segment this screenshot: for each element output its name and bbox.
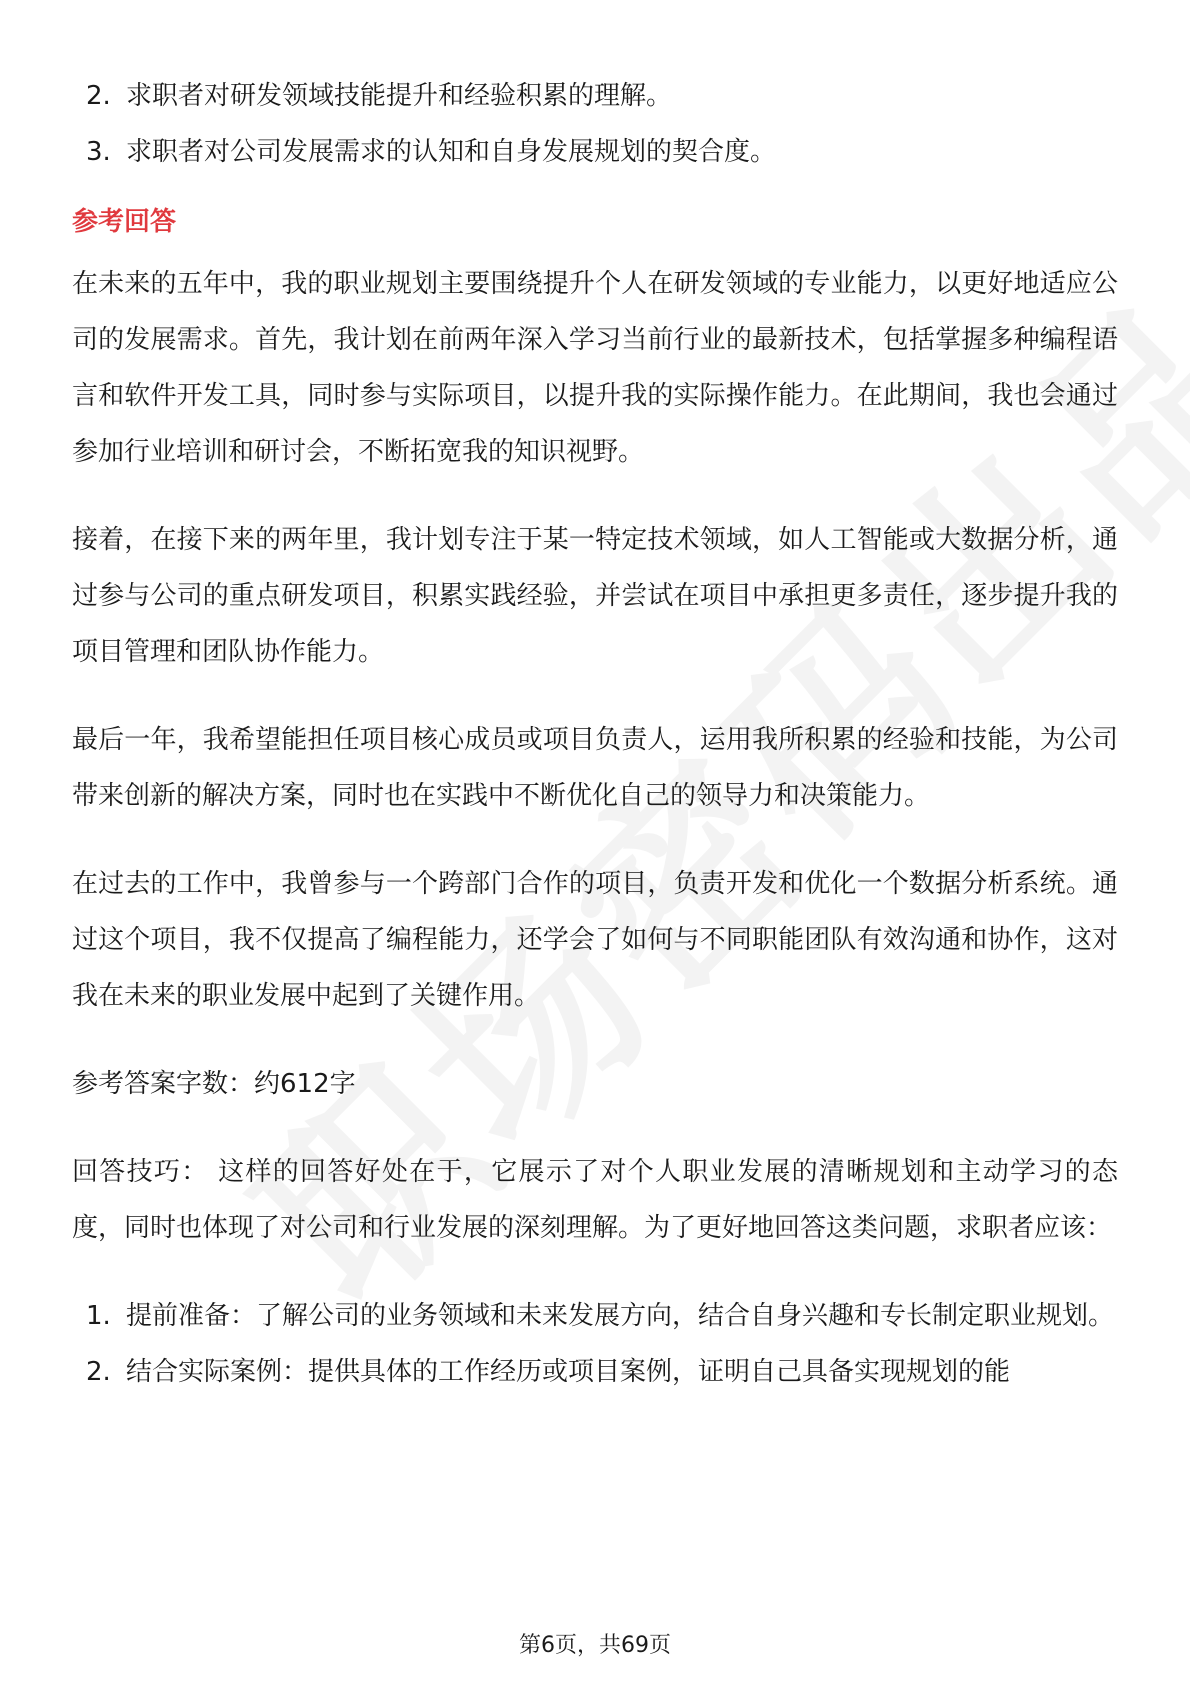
- list-item-text: 求职者对公司发展需求的认知和自身发展规划的契合度。: [126, 137, 777, 167]
- list-item: [72, 1288, 1118, 1344]
- section-title: 参考回答: [72, 207, 177, 237]
- list-item: [72, 124, 1118, 180]
- answer-paragraph: 最后一年，我希望能担任项目核心成员或项目负责人，运用我所积累的经验和技能，为公司带来创新的解决方案，同时也在实践中不断优化自己的领导力和决策能力。: [72, 725, 1118, 811]
- list-item-number: 2.: [86, 81, 111, 111]
- tips-list: [72, 1288, 1118, 1400]
- word-count: 参考答案字数：约612字: [72, 1069, 356, 1099]
- list-item-number: 3.: [86, 137, 111, 167]
- tips-intro: 回答技巧： 这样的回答好处在于，它展示了对个人职业发展的清晰规划和主动学习的态度，同时也体现了对公司和行业发展的深刻理解。为了更好地回答这类问题，求职者应该：: [72, 1157, 1118, 1243]
- answer-paragraph: 在过去的工作中，我曾参与一个跨部门合作的项目，负责开发和优化一个数据分析系统。通过这个项目，我不仅提高了编程能力，还学会了如何与不同职能团队有效沟通和协作，这对我在未来的职业发展中起到了关键作用。: [72, 869, 1118, 1011]
- list-item-text: 结合实际案例：提供具体的工作经历或项目案例，证明自己具备实现规划的能: [126, 1357, 1011, 1387]
- list-item-number: 1.: [86, 1301, 111, 1331]
- list-item: [72, 68, 1118, 124]
- list-item-number: 2.: [86, 1357, 111, 1387]
- page-content: [72, 68, 1118, 1400]
- list-item-text: 提前准备：了解公司的业务领域和未来发展方向，结合自身兴趣和专长制定职业规划。: [126, 1301, 1115, 1331]
- list-item-text: 求职者对研发领域技能提升和经验积累的理解。: [126, 81, 673, 111]
- answer-paragraph: 接着，在接下来的两年里，我计划专注于某一特定技术领域，如人工智能或大数据分析，通过参与公司的重点研发项目，积累实践经验，并尝试在项目中承担更多责任，逐步提升我的项目管理和团队协作能力。: [72, 525, 1118, 667]
- question-points-list: [72, 68, 1118, 180]
- answer-paragraph: 在未来的五年中，我的职业规划主要围绕提升个人在研发领域的专业能力，以更好地适应公司的发展需求。首先，我计划在前两年深入学习当前行业的最新技术，包括掌握多种编程语言和软件开发工具，同时参与实际项目，以提升我的实际操作能力。在此期间，我也会通过参加行业培训和研讨会，不断拓宽我的知识视野。: [72, 269, 1118, 467]
- list-item: [72, 1344, 1118, 1400]
- page-footer: 第6页，共69页: [519, 1633, 671, 1658]
